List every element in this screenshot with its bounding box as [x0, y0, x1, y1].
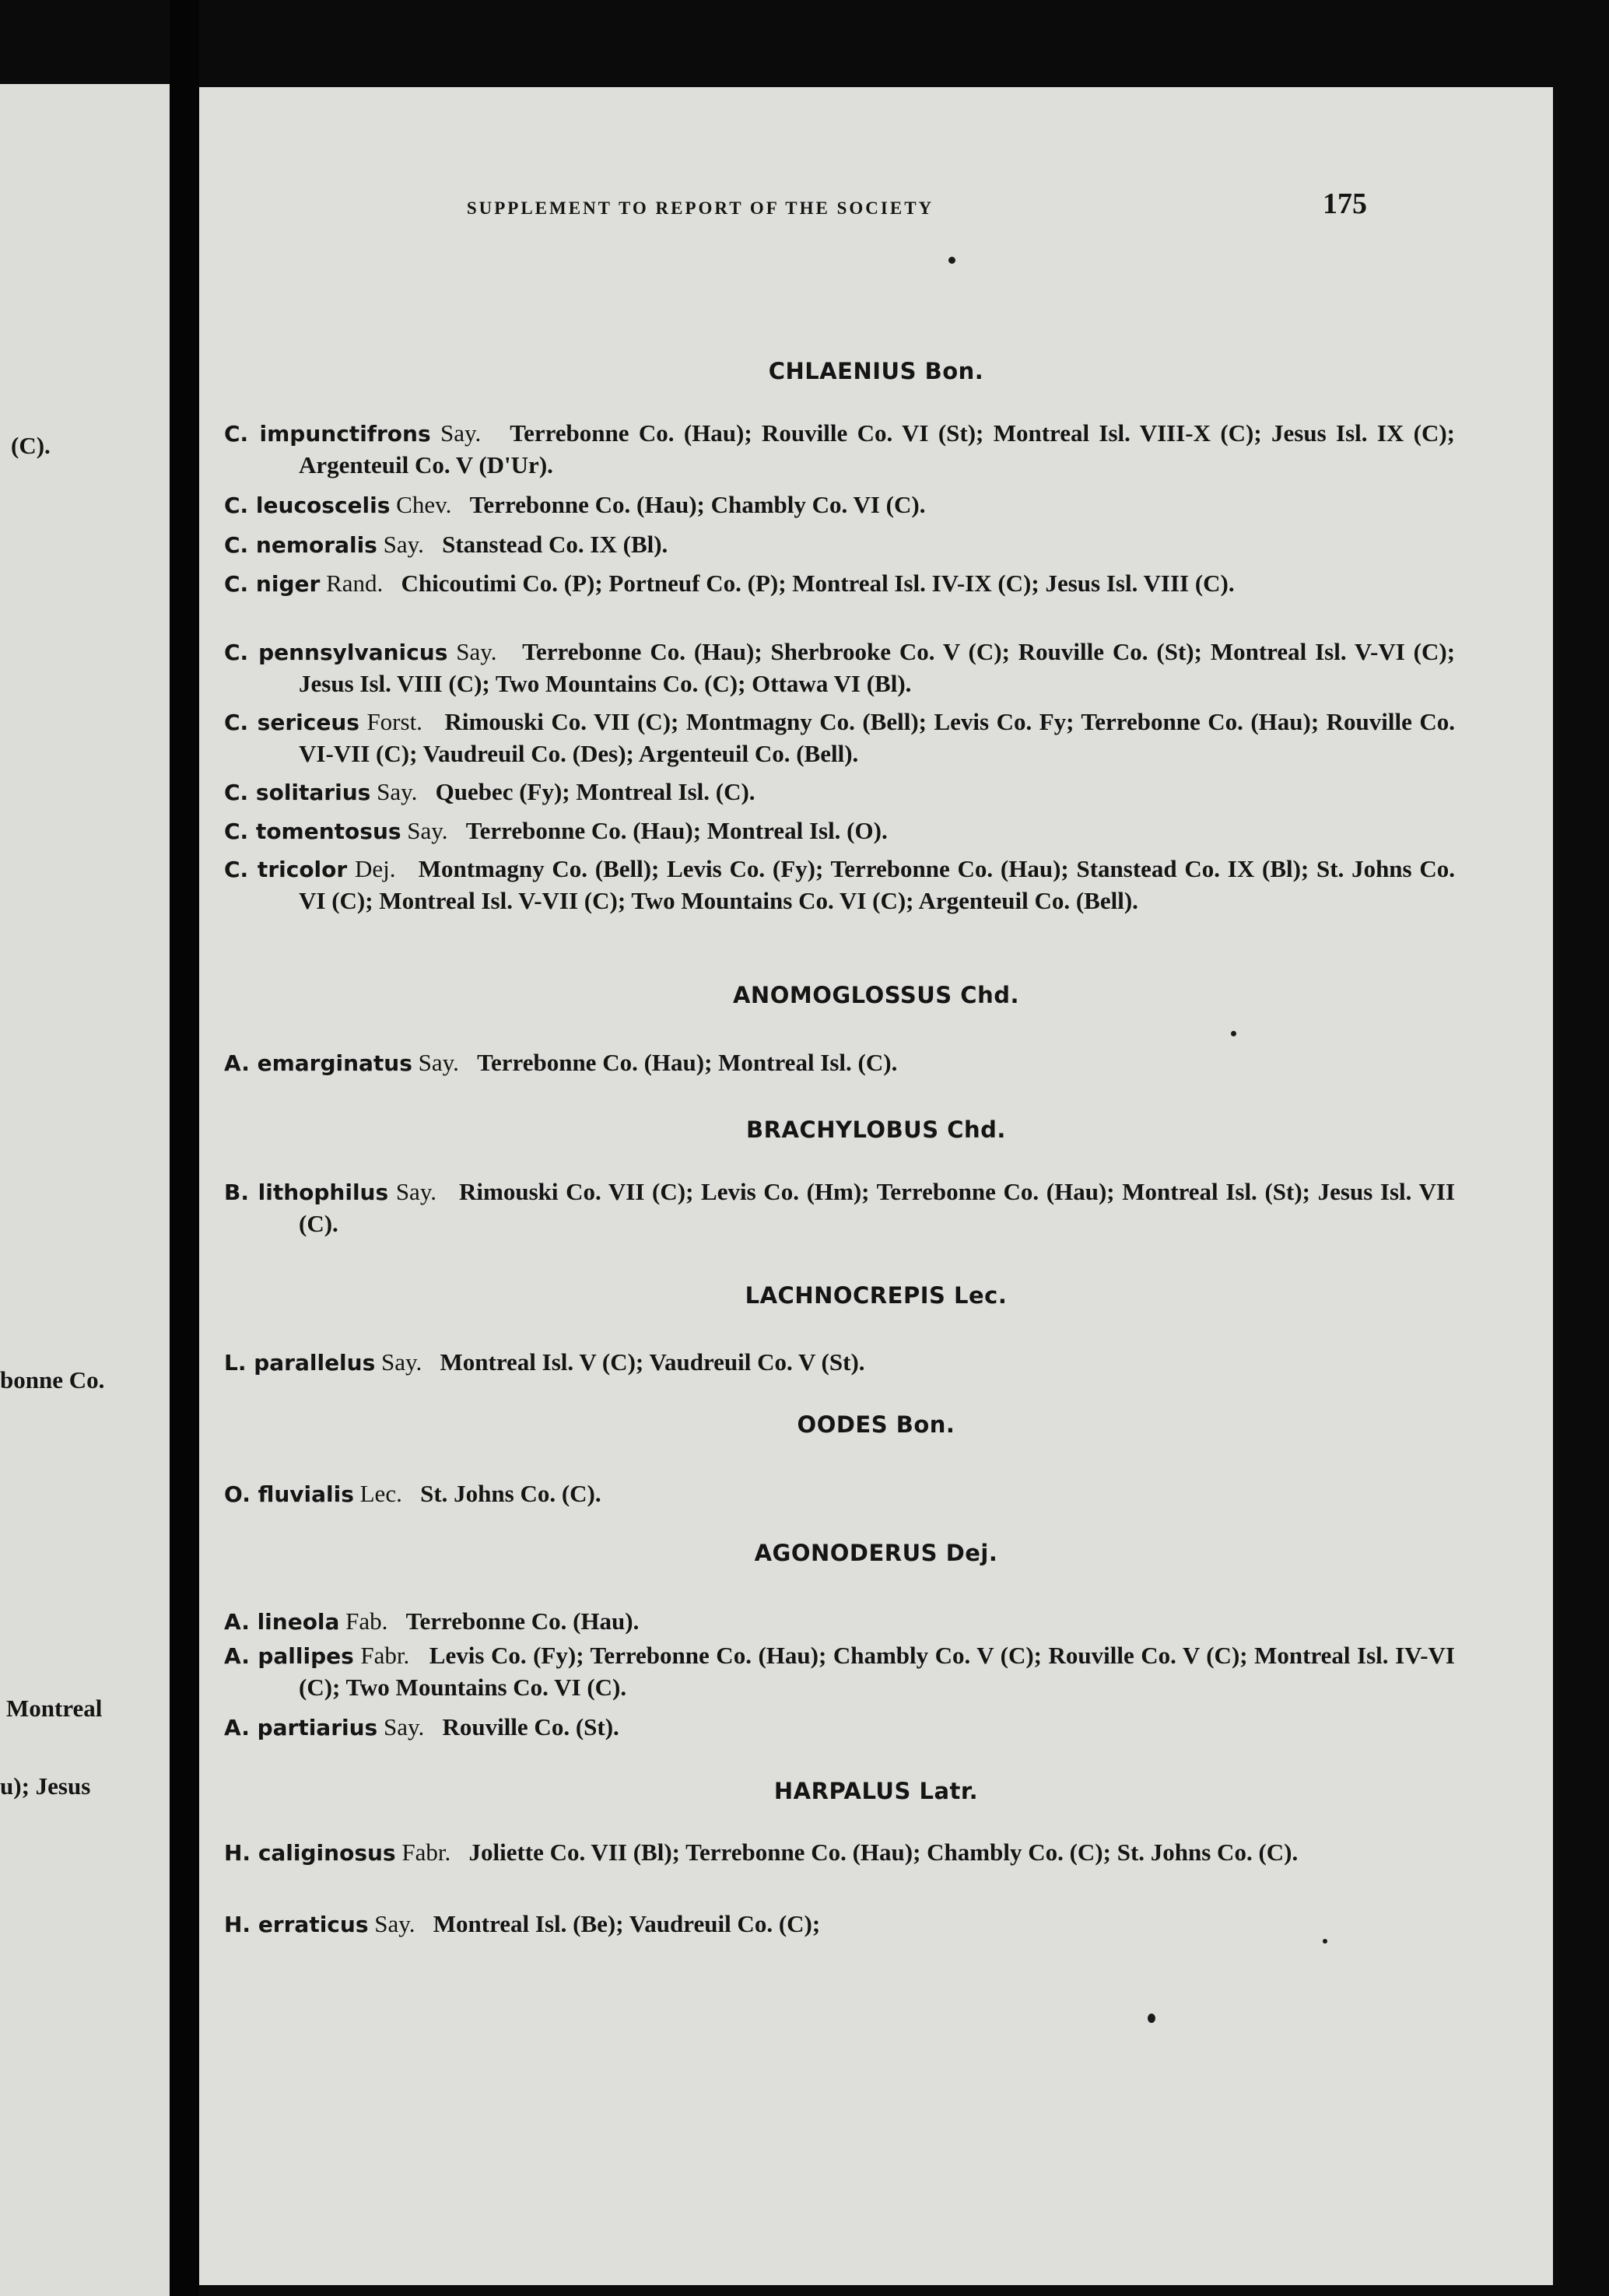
genus-author: Lec.: [954, 1282, 1008, 1309]
species-author: Say.: [377, 778, 418, 805]
genus-heading: [199, 1778, 1553, 1804]
species-records: Rimouski Co. VII (C); Montmagny Co. (Bell); Levis Co. Fy; Terrebonne Co. (Hau); Rouville Co. VI-VII (C); Vaudreuil Co. (Des); Argenteuil Co. (Bell).: [299, 708, 1456, 767]
species-records: Terrebonne Co. (Hau); Montreal Isl. (C).: [477, 1049, 898, 1076]
genus-heading: [199, 1282, 1553, 1309]
genus-author: Chd.: [960, 982, 1019, 1008]
species-author: Forst.: [366, 708, 422, 735]
species-entry: [224, 489, 1455, 521]
species-entry: [224, 568, 1455, 600]
genus-heading: [199, 1116, 1553, 1143]
species-author: Fabr.: [401, 1839, 451, 1866]
species-name: C. tomentosus: [224, 818, 401, 844]
species-entry: [224, 1640, 1455, 1703]
species-entry: [224, 1047, 1455, 1079]
page-number: 175: [1323, 188, 1367, 220]
species-name: C. solitarius: [224, 780, 371, 805]
scan-speck: [1323, 1939, 1327, 1944]
species-name: L. parallelus: [224, 1350, 376, 1376]
species-records: Montreal Isl. V (C); Vaudreuil Co. V (St).: [440, 1348, 865, 1376]
genus-name: BRACHYLOBUS: [746, 1116, 939, 1143]
facing-page-fragment: (C).: [11, 432, 51, 459]
genus-author: Chd.: [947, 1116, 1006, 1143]
genus-author: Bon.: [896, 1411, 955, 1438]
species-name: A. pallipes: [224, 1643, 354, 1669]
species-author: Chev.: [396, 491, 452, 518]
species-author: Fab.: [345, 1607, 388, 1635]
species-author: Say.: [383, 1713, 425, 1740]
species-author: Say.: [407, 817, 448, 844]
species-author: Say.: [418, 1049, 459, 1076]
species-author: Say.: [456, 638, 497, 665]
running-head: SUPPLEMENT TO REPORT OF THE SOCIETY: [466, 198, 934, 218]
facing-page-fragment: u); Jesus: [0, 1772, 91, 1800]
species-records: Terrebonne Co. (Hau); Sherbrooke Co. V (C); Rouville Co. (St); Montreal Isl. V-VI (C); Jesus Isl. VIII (C); Two Mountains Co. (C); Ottawa VI (Bl).: [299, 638, 1456, 697]
species-records: Levis Co. (Fy); Terrebonne Co. (Hau); Chambly Co. V (C); Rouville Co. V (C); Montreal Isl. IV-VI (C); Two Mountains Co. VI (C).: [299, 1642, 1455, 1701]
genus-name: HARPALUS: [773, 1778, 911, 1804]
species-records: Terrebonne Co. (Hau); Chambly Co. VI (C).: [469, 491, 926, 518]
species-records: Montreal Isl. (Be); Vaudreuil Co. (C);: [433, 1910, 821, 1937]
species-name: C. nemoralis: [224, 532, 377, 558]
species-records: Rouville Co. (St).: [442, 1713, 619, 1740]
species-entry: [224, 636, 1455, 699]
species-author: Dej.: [354, 855, 396, 882]
species-records: Terrebonne Co. (Hau).: [405, 1607, 640, 1635]
genus-author: Latr.: [919, 1778, 979, 1804]
species-records: Terrebonne Co. (Hau); Montreal Isl. (O).: [465, 817, 888, 844]
species-name: A. partiarius: [224, 1715, 378, 1740]
species-name: C. tricolor: [224, 857, 348, 882]
species-name: C. niger: [224, 571, 321, 597]
species-name: H. caliginosus: [224, 1840, 396, 1866]
species-author: Say.: [440, 419, 482, 447]
scan-speck: [1231, 1031, 1236, 1036]
species-name: A. emarginatus: [224, 1050, 412, 1076]
species-entry: [224, 776, 1455, 808]
species-records: Joliette Co. VII (Bl); Terrebonne Co. (Hau); Chambly Co. (C); St. Johns Co. (C).: [468, 1839, 1299, 1866]
species-name: C. leucoscelis: [224, 493, 391, 518]
genus-name: CHLAENIUS: [768, 358, 917, 384]
species-author: Fabr.: [360, 1642, 410, 1669]
species-entry: [224, 1347, 1455, 1379]
facing-page-edge: [0, 84, 170, 2296]
species-entry: [224, 1712, 1455, 1744]
species-entry: [224, 1176, 1455, 1239]
species-author: Say.: [374, 1910, 415, 1937]
species-author: Say.: [381, 1348, 422, 1376]
book-gutter: [170, 0, 199, 2296]
species-records: Rimouski Co. VII (C); Levis Co. (Hm); Terrebonne Co. (Hau); Montreal Isl. (St); Jesus Isl. VII (C).: [299, 1178, 1456, 1237]
species-name: C. pennsylvanicus: [224, 640, 448, 665]
species-author: Say.: [383, 531, 424, 558]
genus-name: ANOMOGLOSSUS: [732, 982, 952, 1008]
genus-name: AGONODERUS: [754, 1540, 938, 1566]
species-records: Terrebonne Co. (Hau); Rouville Co. VI (St); Montreal Isl. VIII-X (C); Jesus Isl. IX (C); Argenteuil Co. V (D'Ur).: [299, 419, 1455, 478]
species-name: C. impunctifrons: [224, 421, 431, 447]
genus-author: Dej.: [945, 1540, 998, 1566]
species-name: C. sericeus: [224, 710, 359, 735]
species-entry: [224, 706, 1455, 769]
scan-speck: [948, 257, 955, 264]
facing-page-fragment: Montreal: [6, 1695, 103, 1722]
scan-speck: [1148, 2014, 1155, 2023]
species-records: St. Johns Co. (C).: [420, 1480, 601, 1507]
species-records: Stanstead Co. IX (Bl).: [442, 531, 668, 558]
species-records: Chicoutimi Co. (P); Portneuf Co. (P); Montreal Isl. IV-IX (C); Jesus Isl. VIII (C).: [401, 570, 1235, 597]
genus-name: LACHNOCREPIS: [745, 1282, 946, 1309]
genus-heading: [199, 358, 1553, 384]
species-records: Quebec (Fy); Montreal Isl. (C).: [435, 778, 755, 805]
species-author: Lec.: [359, 1480, 402, 1507]
species-name: O. fluvialis: [224, 1481, 354, 1507]
species-entry: [224, 1606, 1455, 1638]
species-entry: [224, 1837, 1455, 1869]
species-name: H. erraticus: [224, 1912, 369, 1937]
species-entry: [224, 1909, 1455, 1940]
genus-heading: [199, 1540, 1553, 1566]
facing-page-fragment: bonne Co.: [0, 1366, 105, 1393]
genus-author: Bon.: [924, 358, 984, 384]
genus-heading: [199, 1411, 1553, 1438]
species-entry: [224, 854, 1455, 917]
species-entry: [224, 815, 1455, 847]
species-entry: [224, 418, 1455, 481]
species-entry: [224, 1478, 1455, 1510]
genus-heading: [199, 982, 1553, 1008]
species-name: A. lineola: [224, 1609, 340, 1635]
species-entry: [224, 529, 1455, 561]
species-records: Montmagny Co. (Bell); Levis Co. (Fy); Terrebonne Co. (Hau); Stanstead Co. IX (Bl); St. Johns Co. VI (C); Montreal Isl. V-VII (C); Two Mountains Co. VI (C); Argenteuil Co. (Bell).: [299, 855, 1455, 914]
species-name: B. lithophilus: [224, 1180, 389, 1205]
species-author: Say.: [395, 1178, 437, 1205]
species-author: Rand.: [326, 570, 384, 597]
genus-name: OODES: [797, 1411, 889, 1438]
